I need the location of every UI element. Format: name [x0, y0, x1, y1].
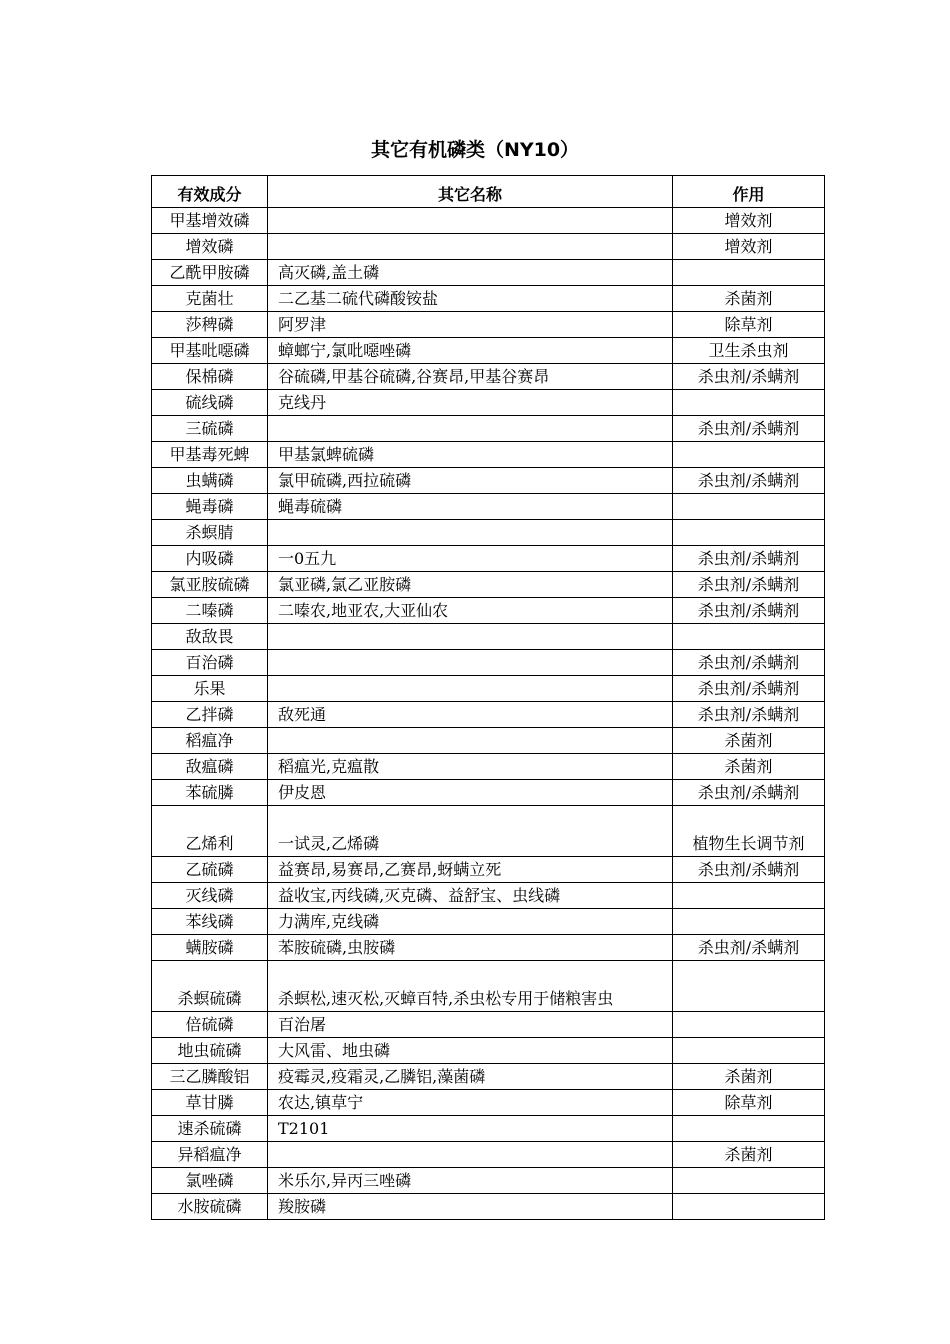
active-ingredient-cell: 乙拌磷	[152, 702, 268, 728]
function-cell: 杀菌剂	[673, 754, 825, 780]
other-names-cell: 甲基氯蜱硫磷	[268, 442, 673, 468]
other-names-cell: 敌死通	[268, 702, 673, 728]
other-names-cell	[268, 416, 673, 442]
table-row	[152, 1090, 825, 1116]
function-cell: 增效剂	[673, 208, 825, 234]
other-names-cell: 杀螟松,速灭松,灭蟑百特,杀虫松专用于储粮害虫	[268, 961, 673, 1012]
function-cell	[673, 624, 825, 650]
table-row	[152, 650, 825, 676]
page-title: 其它有机磷类（NY10）	[370, 139, 580, 161]
table-row	[152, 676, 825, 702]
function-cell: 杀菌剂	[673, 728, 825, 754]
active-ingredient-cell: 稻瘟净	[152, 728, 268, 754]
other-names-cell	[268, 624, 673, 650]
active-ingredient-cell: 甲基增效磷	[152, 208, 268, 234]
function-cell	[673, 390, 825, 416]
table-row	[152, 935, 825, 961]
table-row	[152, 468, 825, 494]
other-names-cell: 苯胺硫磷,虫胺磷	[268, 935, 673, 961]
other-names-cell	[268, 234, 673, 260]
function-cell: 杀虫剂/杀螨剂	[673, 546, 825, 572]
pesticide-table	[151, 175, 825, 1220]
other-names-cell: 益收宝,丙线磷,灭克磷、益舒宝、虫线磷	[268, 883, 673, 909]
table-row	[152, 416, 825, 442]
table-row	[152, 1194, 825, 1220]
function-cell: 杀虫剂/杀螨剂	[673, 598, 825, 624]
other-names-cell: 农达,镇草宁	[268, 1090, 673, 1116]
active-ingredient-cell: 敌敌畏	[152, 624, 268, 650]
table-row	[152, 1116, 825, 1142]
other-names-cell: 蝇毒硫磷	[268, 494, 673, 520]
function-cell: 卫生杀虫剂	[673, 338, 825, 364]
function-cell	[673, 1168, 825, 1194]
active-ingredient-cell: 灭线磷	[152, 883, 268, 909]
other-names-cell: 蟑螂宁,氯吡噁唑磷	[268, 338, 673, 364]
other-names-cell	[268, 650, 673, 676]
active-ingredient-cell: 苯线磷	[152, 909, 268, 935]
other-names-cell: 百治屠	[268, 1012, 673, 1038]
function-cell	[673, 260, 825, 286]
active-ingredient-cell: 内吸磷	[152, 546, 268, 572]
function-cell	[673, 961, 825, 1012]
table-row	[152, 286, 825, 312]
table-row	[152, 1038, 825, 1064]
active-ingredient-cell: 杀螟硫磷	[152, 961, 268, 1012]
other-names-cell: 二乙基二硫代磷酸铵盐	[268, 286, 673, 312]
function-cell	[673, 442, 825, 468]
active-ingredient-cell: 莎稗磷	[152, 312, 268, 338]
function-cell: 杀虫剂/杀螨剂	[673, 650, 825, 676]
active-ingredient-cell: 水胺硫磷	[152, 1194, 268, 1220]
other-names-cell: 稻瘟光,克瘟散	[268, 754, 673, 780]
active-ingredient-cell: 三硫磷	[152, 416, 268, 442]
active-ingredient-cell: 乙烯利	[152, 806, 268, 857]
function-cell	[673, 909, 825, 935]
active-ingredient-cell: 螨胺磷	[152, 935, 268, 961]
other-names-cell: 大风雷、地虫磷	[268, 1038, 673, 1064]
function-cell: 杀虫剂/杀螨剂	[673, 468, 825, 494]
table-row	[152, 754, 825, 780]
table-row	[152, 702, 825, 728]
function-cell	[673, 1012, 825, 1038]
other-names-cell: 伊皮恩	[268, 780, 673, 806]
other-names-cell	[268, 208, 673, 234]
table-row	[152, 442, 825, 468]
table-row	[152, 260, 825, 286]
function-cell: 植物生长调节剂	[673, 806, 825, 857]
active-ingredient-cell: 乐果	[152, 676, 268, 702]
function-cell: 杀菌剂	[673, 1142, 825, 1168]
active-ingredient-cell: 速杀硫磷	[152, 1116, 268, 1142]
active-ingredient-cell: 草甘膦	[152, 1090, 268, 1116]
active-ingredient-cell: 地虫硫磷	[152, 1038, 268, 1064]
other-names-cell	[268, 1142, 673, 1168]
table-row	[152, 1142, 825, 1168]
table-row	[152, 961, 825, 1012]
other-names-cell: T2101	[268, 1116, 673, 1142]
header-other-names: 其它名称	[268, 176, 673, 208]
table-row	[152, 806, 825, 857]
active-ingredient-cell: 甲基吡噁磷	[152, 338, 268, 364]
function-cell	[673, 520, 825, 546]
function-cell: 杀虫剂/杀螨剂	[673, 935, 825, 961]
other-names-cell: 氯亚磷,氯乙亚胺磷	[268, 572, 673, 598]
table-row	[152, 494, 825, 520]
other-names-cell: 米乐尔,异丙三唑磷	[268, 1168, 673, 1194]
active-ingredient-cell: 乙酰甲胺磷	[152, 260, 268, 286]
other-names-cell: 一0五九	[268, 546, 673, 572]
table-row	[152, 572, 825, 598]
table-row	[152, 520, 825, 546]
active-ingredient-cell: 乙硫磷	[152, 857, 268, 883]
table-row	[152, 728, 825, 754]
table-header-row	[152, 176, 825, 208]
function-cell: 杀虫剂/杀螨剂	[673, 364, 825, 390]
active-ingredient-cell: 百治磷	[152, 650, 268, 676]
active-ingredient-cell: 异稻瘟净	[152, 1142, 268, 1168]
function-cell	[673, 494, 825, 520]
other-names-cell: 疫霉灵,疫霜灵,乙膦铝,藻菌磷	[268, 1064, 673, 1090]
table-row	[152, 390, 825, 416]
active-ingredient-cell: 甲基毒死蜱	[152, 442, 268, 468]
active-ingredient-cell: 氯亚胺硫磷	[152, 572, 268, 598]
other-names-cell	[268, 520, 673, 546]
active-ingredient-cell: 苯硫膦	[152, 780, 268, 806]
other-names-cell: 谷硫磷,甲基谷硫磷,谷赛昂,甲基谷赛昂	[268, 364, 673, 390]
other-names-cell: 高灭磷,盖土磷	[268, 260, 673, 286]
other-names-cell: 氯甲硫磷,西拉硫磷	[268, 468, 673, 494]
other-names-cell: 羧胺磷	[268, 1194, 673, 1220]
table-row	[152, 364, 825, 390]
table-row	[152, 338, 825, 364]
table-row	[152, 857, 825, 883]
other-names-cell	[268, 676, 673, 702]
active-ingredient-cell: 克菌壮	[152, 286, 268, 312]
function-cell: 杀菌剂	[673, 1064, 825, 1090]
table-row	[152, 234, 825, 260]
table-row	[152, 312, 825, 338]
function-cell	[673, 1194, 825, 1220]
function-cell: 杀虫剂/杀螨剂	[673, 702, 825, 728]
active-ingredient-cell: 增效磷	[152, 234, 268, 260]
table-row	[152, 598, 825, 624]
function-cell: 杀虫剂/杀螨剂	[673, 780, 825, 806]
active-ingredient-cell: 虫螨磷	[152, 468, 268, 494]
other-names-cell: 益赛昂,易赛昂,乙赛昂,蚜螨立死	[268, 857, 673, 883]
active-ingredient-cell: 三乙膦酸铝	[152, 1064, 268, 1090]
active-ingredient-cell: 倍硫磷	[152, 1012, 268, 1038]
function-cell: 增效剂	[673, 234, 825, 260]
table-row	[152, 624, 825, 650]
function-cell: 除草剂	[673, 1090, 825, 1116]
table-row	[152, 1012, 825, 1038]
table-row	[152, 780, 825, 806]
function-cell: 杀菌剂	[673, 286, 825, 312]
table-row	[152, 909, 825, 935]
active-ingredient-cell: 蝇毒磷	[152, 494, 268, 520]
active-ingredient-cell: 保棉磷	[152, 364, 268, 390]
function-cell	[673, 1116, 825, 1142]
header-function: 作用	[673, 176, 825, 208]
function-cell	[673, 1038, 825, 1064]
table-row	[152, 546, 825, 572]
function-cell: 杀虫剂/杀螨剂	[673, 676, 825, 702]
table-row	[152, 1168, 825, 1194]
other-names-cell: 克线丹	[268, 390, 673, 416]
active-ingredient-cell: 硫线磷	[152, 390, 268, 416]
other-names-cell	[268, 728, 673, 754]
header-active-ingredient: 有效成分	[152, 176, 268, 208]
table-row	[152, 208, 825, 234]
active-ingredient-cell: 敌瘟磷	[152, 754, 268, 780]
table-row	[152, 883, 825, 909]
other-names-cell: 二嗪农,地亚农,大亚仙农	[268, 598, 673, 624]
table-row	[152, 1064, 825, 1090]
active-ingredient-cell: 二嗪磷	[152, 598, 268, 624]
function-cell: 除草剂	[673, 312, 825, 338]
active-ingredient-cell: 杀螟腈	[152, 520, 268, 546]
other-names-cell: 力满库,克线磷	[268, 909, 673, 935]
function-cell: 杀虫剂/杀螨剂	[673, 857, 825, 883]
function-cell	[673, 883, 825, 909]
function-cell: 杀虫剂/杀螨剂	[673, 416, 825, 442]
other-names-cell: 一试灵,乙烯磷	[268, 806, 673, 857]
other-names-cell: 阿罗津	[268, 312, 673, 338]
function-cell: 杀虫剂/杀螨剂	[673, 572, 825, 598]
active-ingredient-cell: 氯唑磷	[152, 1168, 268, 1194]
